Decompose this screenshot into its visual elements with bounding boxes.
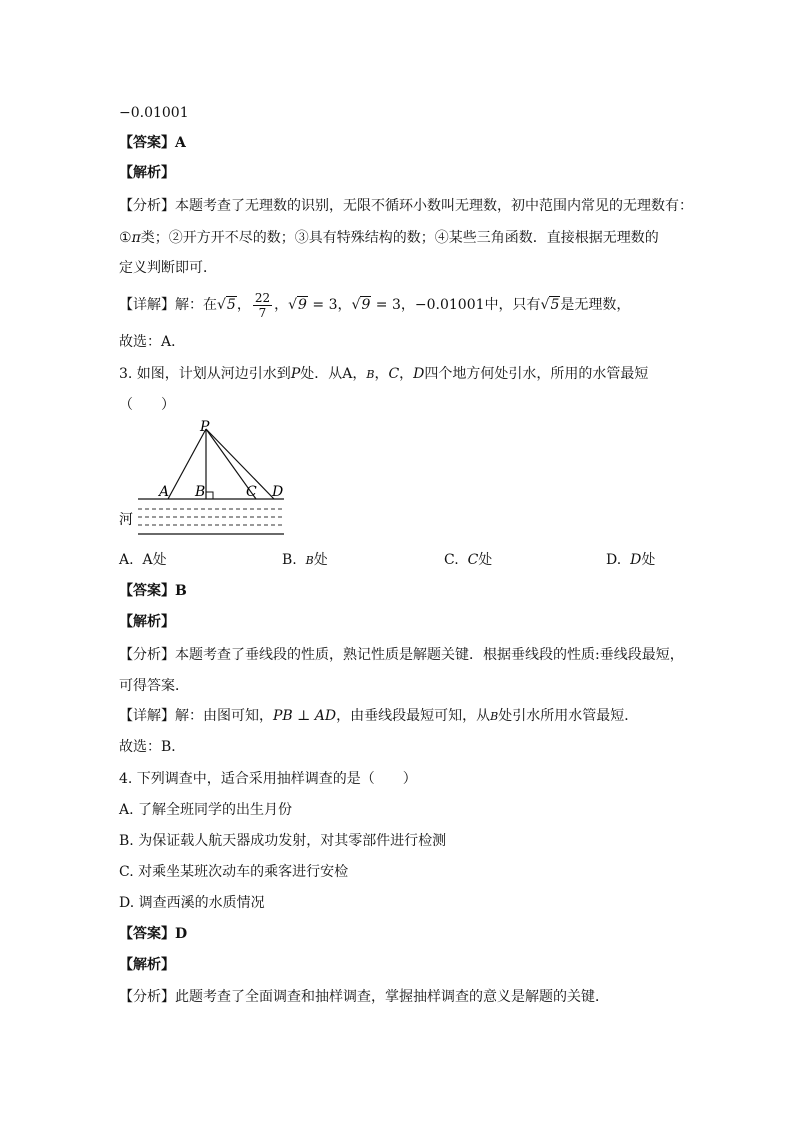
equals-3: = 3 xyxy=(307,297,338,313)
option-letter: D. xyxy=(606,552,622,568)
option-letter: A. xyxy=(119,552,134,568)
q3-analysis-line-2: 可得答案． xyxy=(119,678,189,694)
separator: ， xyxy=(399,366,414,382)
q3-answer: 【答案】B xyxy=(119,583,187,599)
point-d-symbol: D xyxy=(413,366,425,382)
q2-analysis-circle-1: ① xyxy=(119,230,132,246)
q3-option-c xyxy=(444,551,492,569)
q2-choose: 故选：A． xyxy=(119,334,186,350)
q3-stem-part: 处．从A， xyxy=(300,366,367,382)
q4-stem: 4. 下列调查中，适合采用抽样调查的是（ ） xyxy=(119,771,417,787)
q3-option-d xyxy=(606,551,655,569)
separator: ， xyxy=(374,366,389,382)
q3-detail-middle: ，由垂线段最短可知，从 xyxy=(336,708,491,724)
q2-analysis-line-1: 【分析】本题考查了无理数的识别，无限不循环小数叫无理数，初中范围内常见的无理数有： xyxy=(119,198,693,214)
label-river: 河 xyxy=(119,512,133,528)
q4-analysis-heading: 【解析】 xyxy=(119,957,175,973)
q2-detail-prefix: 【详解】解：在 xyxy=(119,297,217,313)
q3-detail-suffix: 处引水所用水管最短． xyxy=(498,708,639,724)
point-c-symbol: C xyxy=(388,366,400,382)
q3-option-b xyxy=(282,551,328,570)
option-text: 处 xyxy=(313,552,328,568)
q3-detail-line xyxy=(119,707,638,726)
sqrt-5-expression: √5 xyxy=(217,297,236,313)
label-b: B xyxy=(195,484,206,500)
q3-answer-paren: （ ） xyxy=(119,397,175,413)
q2-answer: 【答案】A xyxy=(119,135,186,151)
q2-analysis-line-3: 定义判断即可． xyxy=(119,260,217,276)
q3-option-a xyxy=(119,551,167,569)
q2-option-d-value: −0.01001 xyxy=(119,105,189,121)
q4-option-d: D. 调查西溪的水质情况 xyxy=(119,895,265,911)
option-text: 处 xyxy=(152,552,167,568)
q3-stem xyxy=(119,365,648,384)
q4-answer: 【答案】D xyxy=(119,926,188,942)
option-letter: B. xyxy=(282,552,297,568)
point-b-symbol: B xyxy=(366,368,375,381)
fraction-22-over-7: $\frac{22}{7}$ xyxy=(254,290,271,320)
option-letter: C. xyxy=(444,552,459,568)
q3-analysis-line-1: 【分析】本题考查了垂线段的性质，熟记性质是解题关键．根据垂线段的性质:垂线段最短， xyxy=(119,647,684,663)
point-b-symbol: B xyxy=(490,710,499,723)
sqrt-5-expression-2: √5 xyxy=(540,297,560,313)
q4-option-a: A. 了解全班同学的出生月份 xyxy=(119,802,293,818)
q2-detail-middle: ，−0.01001中，只有 xyxy=(400,297,541,313)
q2-analysis-line-2-text: 类；②开方开不尽的数；③具有特殊结构的数；④某些三角函数．直接根据无理数的 xyxy=(140,230,659,246)
q3-stem-part: 四个地方何处引水，所用的水管最短 xyxy=(424,366,649,382)
separator: ， xyxy=(274,297,289,313)
river-diagram xyxy=(110,418,300,543)
q2-detail-line xyxy=(119,288,630,322)
label-a: A xyxy=(159,484,170,500)
right-angle-mark xyxy=(206,492,213,499)
option-symbol: D xyxy=(630,552,642,568)
q4-analysis-line-1: 【分析】此题考查了全面调查和抽样调查，掌握抽样调查的意义是解题的关键． xyxy=(119,989,609,1005)
segment-pd xyxy=(206,429,274,499)
q4-option-c: C. 对乘坐某班次动车的乘客进行安检 xyxy=(119,864,349,880)
option-symbol: C xyxy=(467,552,479,568)
sqrt-9-expression-2: √9 xyxy=(351,297,371,313)
q3-analysis-heading: 【解析】 xyxy=(119,614,175,630)
label-c: C xyxy=(246,484,257,500)
point-p-symbol: P xyxy=(290,366,301,382)
q4-option-b: B. 为保证载人航天器成功发射，对其零部件进行检测 xyxy=(119,833,447,849)
label-d: D xyxy=(272,484,284,500)
q3-stem-part: 3. 如图，计划从河边引水到 xyxy=(119,366,291,382)
separator: ， xyxy=(236,297,251,313)
label-p: P xyxy=(200,419,210,435)
pi-symbol: π xyxy=(131,230,141,246)
equals-3: = 3 xyxy=(371,297,401,313)
option-text: 处 xyxy=(641,552,656,568)
separator: ， xyxy=(337,297,352,313)
option-symbol: B xyxy=(305,554,314,567)
q3-detail-prefix: 【详解】解：由图可知， xyxy=(119,708,273,724)
perpendicular-expression: PB ⊥ AD xyxy=(273,708,337,724)
sqrt-9-expression: √9 xyxy=(288,297,307,313)
q2-detail-suffix: 是无理数， xyxy=(560,297,631,313)
option-text: 处 xyxy=(478,552,493,568)
q2-analysis-line-2 xyxy=(119,229,659,247)
q3-choose: 故选：B． xyxy=(119,739,186,755)
option-symbol: A xyxy=(142,552,153,568)
q2-analysis-heading: 【解析】 xyxy=(119,165,175,181)
